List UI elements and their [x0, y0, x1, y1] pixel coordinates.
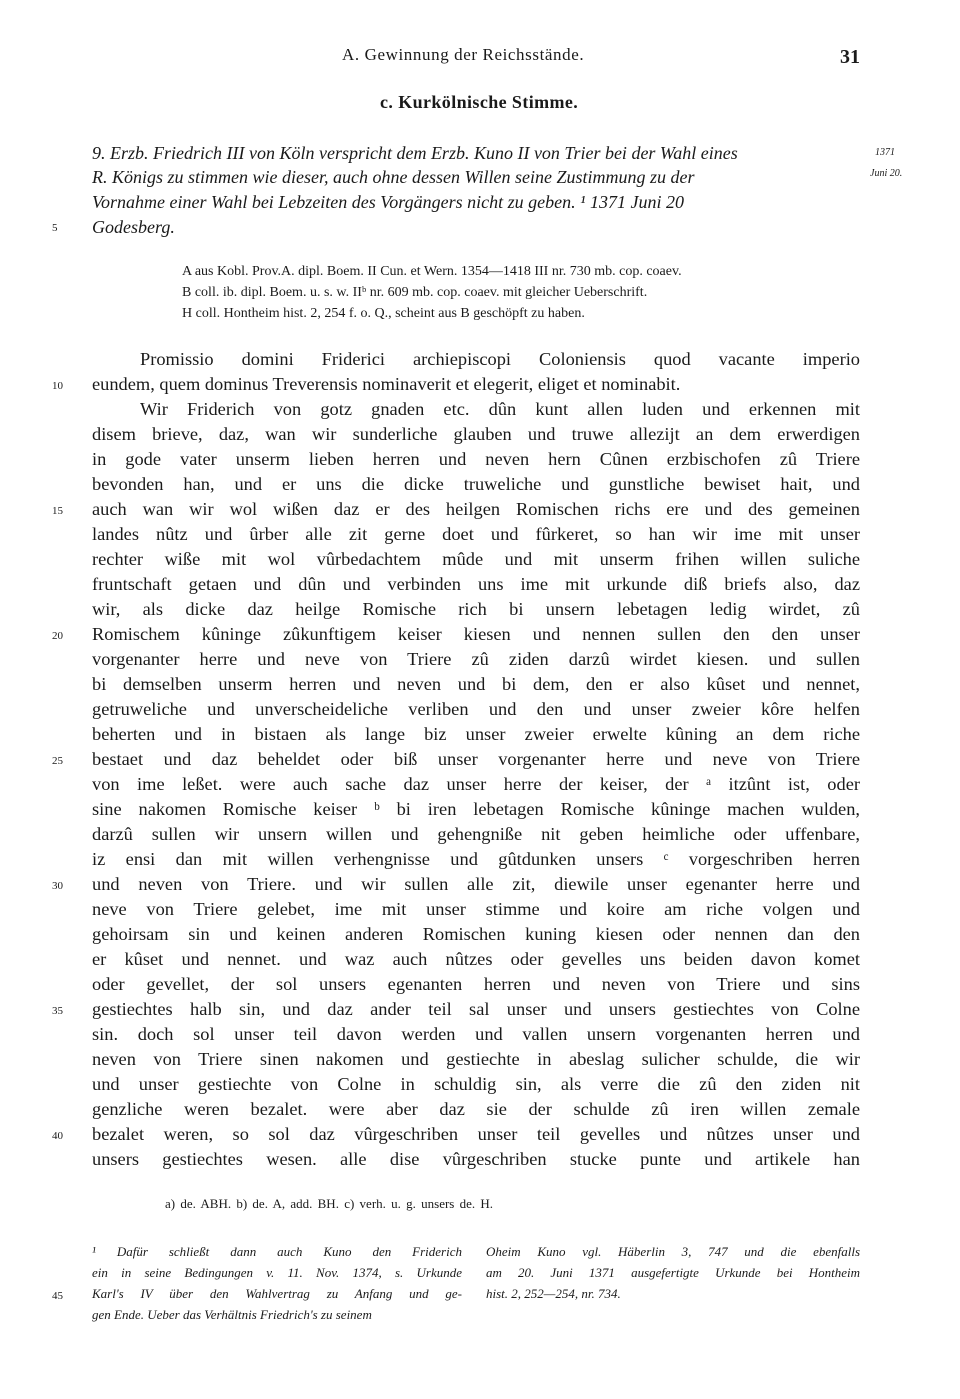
section-title: c. Kurkölnische Stimme.: [380, 92, 579, 112]
footnote-right-line: am 20. Juni 1371 ausgefertigte Urkunde bei Hontheim: [486, 1265, 860, 1280]
regest-line: Vornahme einer Wahl bei Lebzeiten des Vorgängers nicht zu geben. ¹ 1371 Juni 20: [92, 192, 684, 212]
source-line: A aus Kobl. Prov.A. dipl. Boem. II Cun. et Wern. 1354—1418 III nr. 730 mb. cop. coaev.: [182, 264, 682, 279]
body-line: bestaet und daz beheldet oder biß unser vorgenanter herre und neve von Triere: [92, 749, 860, 769]
body-line: sine nakomen Romische keiser ᵇ bi iren lebetagen Romische kûninge machen wulden,: [92, 799, 860, 819]
source-line: B coll. ib. dipl. Boem. u. s. w. IIᵇ nr. 609 mb. cop. coaev. mit gleicher Ueberschrift.: [182, 285, 648, 300]
body-line: iz ensi dan mit willen verhengnisse und gûtdunken unsers ᶜ vorgeschriben herren: [92, 849, 860, 869]
margin-date-day: Juni 20.: [870, 168, 903, 179]
critical-apparatus: a) de. ABH. b) de. A, add. BH. c) verh. u. g. unsers de. H.: [165, 1196, 494, 1211]
body-line: darzû sullen wir unsern willen und gehengniße nit geben heimliche oder uffenbare,: [92, 824, 860, 844]
line-marker: 30: [52, 880, 63, 892]
line-marker: 45: [52, 1290, 63, 1302]
body-line: neven von Triere sinen nakomen und gestiechte in abeslag sulicher schulde, die wir: [92, 1049, 860, 1069]
line-marker: 10: [52, 380, 63, 392]
footnote-left-line: ein in seine Bedingungen v. 11. Nov. 1374, s. Urkunde: [92, 1265, 462, 1280]
regest-line: 9. Erzb. Friedrich III von Köln verspricht dem Erzb. Kuno II von Trier bei der Wahl eines: [92, 143, 738, 163]
body-line: wir, als dicke daz heilge Romische rich bi unsern lebetagen ledig wirdet, zû: [92, 599, 860, 619]
footnote-left-line: gen Ende. Ueber das Verhältnis Friedrich's zu seinem: [92, 1307, 372, 1322]
line-marker: 15: [52, 505, 63, 517]
regest-line: R. Königs zu stimmen wie dieser, auch ohne dessen Willen seine Zustimmung zu der: [92, 167, 695, 187]
footnote-right-line: Oheim Kuno vgl. Häberlin 3, 747 und die ebenfalls: [486, 1244, 860, 1259]
body-line: bevonden han, und er uns die dicke truweliche und gunstliche bewiset hait, und: [92, 474, 860, 494]
body-line: oder gevellet, der sol unsers egenanten herren und neven von Triere und sins: [92, 974, 860, 994]
body-line: bezalet weren, so sol daz vûrgeschriben unser teil gevelles und nûtzes unser und: [92, 1124, 860, 1144]
body-line: auch wan wir wol wißen daz er des heilgen Romischen richs ere und des gemeinen: [92, 499, 860, 519]
body-line: sin. doch sol unser teil davon werden und vallen unsern vorgenanten herren und: [92, 1024, 860, 1044]
body-line: Romischem kûninge zûkunftigem keiser kiesen und nennen sullen den den unser: [92, 624, 860, 644]
body-line: bi demselben unserm herren und neven und bi dem, den er also kûset und nennet,: [92, 674, 860, 694]
body-line: disem brieve, daz, wan wir sunderliche glauben und truwe allezijt an dem erwerdigen: [92, 424, 860, 444]
line-marker: 5: [52, 222, 58, 234]
body-line: genzliche weren bezalet. were aber daz sie der schulde zû iren willen zemale: [92, 1099, 860, 1119]
body-line: getruweliche und unverscheideliche verliben und den und unser zweier kôre helfen: [92, 699, 860, 719]
body-line: eundem, quem dominus Treverensis nominaverit et elegerit, eliget et nominabit.: [92, 374, 681, 394]
margin-date-year: 1371: [875, 147, 895, 158]
page-number: 31: [840, 46, 860, 68]
body-line: vorgenanter herre und neve von Triere zû ziden darzû wirdet kiesen. und sullen: [92, 649, 860, 669]
line-marker: 35: [52, 1005, 63, 1017]
footnote-left-line: Karl's IV über den Wahlvertrag zu Anfang und ge-: [92, 1286, 462, 1301]
body-line: von ime leßet. were auch sache daz unser herre der keiser, der ᵃ itzûnt ist, oder: [92, 774, 860, 794]
body-line: Wir Friderich von gotz gnaden etc. dûn kunt allen luden und erkennen mit: [140, 399, 860, 419]
line-marker: 40: [52, 1130, 63, 1142]
source-line: H coll. Hontheim hist. 2, 254 f. o. Q., scheint aus B geschöpft zu haben.: [182, 306, 585, 321]
regest-line: Godesberg.: [92, 217, 175, 237]
body-line: und unser gestiechte von Colne in schuldig sin, als verre die zû den ziden nit: [92, 1074, 860, 1094]
body-line: gehoirsam sin und keinen anderen Romischen kuning kiesen oder nennen dan den: [92, 924, 860, 944]
body-line: neve von Triere gelebet, ime mit unser stimme und koire am riche volgen und: [92, 899, 860, 919]
body-line: unsers gestiechtes wesen. alle dise vûrgeschriben stucke punte und artikele han: [92, 1149, 860, 1169]
body-line: er kûset und nennet. und waz auch nûtzes oder gevelles uns beiden davon komet: [92, 949, 860, 969]
body-line: und neven von Triere. und wir sullen alle zit, diewile unser egenanter herre und: [92, 874, 860, 894]
running-head: A. Gewinnung der Reichsstände.: [342, 45, 585, 64]
footnote-left-line: ¹ Dafür schließt dann auch Kuno den Friderich: [92, 1244, 462, 1259]
body-line: landes nûtz und ûrber alle zit gerne doet und fûrkeret, so han wir ime mit unser: [92, 524, 860, 544]
body-line: rechter wiße mit wol vûrbedachtem mûde und mit unserm frihen willen suliche: [92, 549, 860, 569]
body-line: gestiechtes halb sin, und daz ander teil sal unser und unsers gestiechtes von Colne: [92, 999, 860, 1019]
footnote-right-line: hist. 2, 252—254, nr. 734.: [486, 1286, 621, 1301]
body-line: in gode vater unserm lieben herren und neven hern Cûnen erzbischofen zû Triere: [92, 449, 860, 469]
line-marker: 25: [52, 755, 63, 767]
body-line: Promissio domini Friderici archiepiscopi Coloniensis quod vacante imperio: [140, 349, 860, 369]
body-line: beherten und in bistaen als lange biz unser zweier erwelte kûning an dem riche: [92, 724, 860, 744]
line-marker: 20: [52, 630, 63, 642]
body-line: fruntschaft getaen und dûn und verbinden uns ime mit urkunde diß briefs also, daz: [92, 574, 860, 594]
